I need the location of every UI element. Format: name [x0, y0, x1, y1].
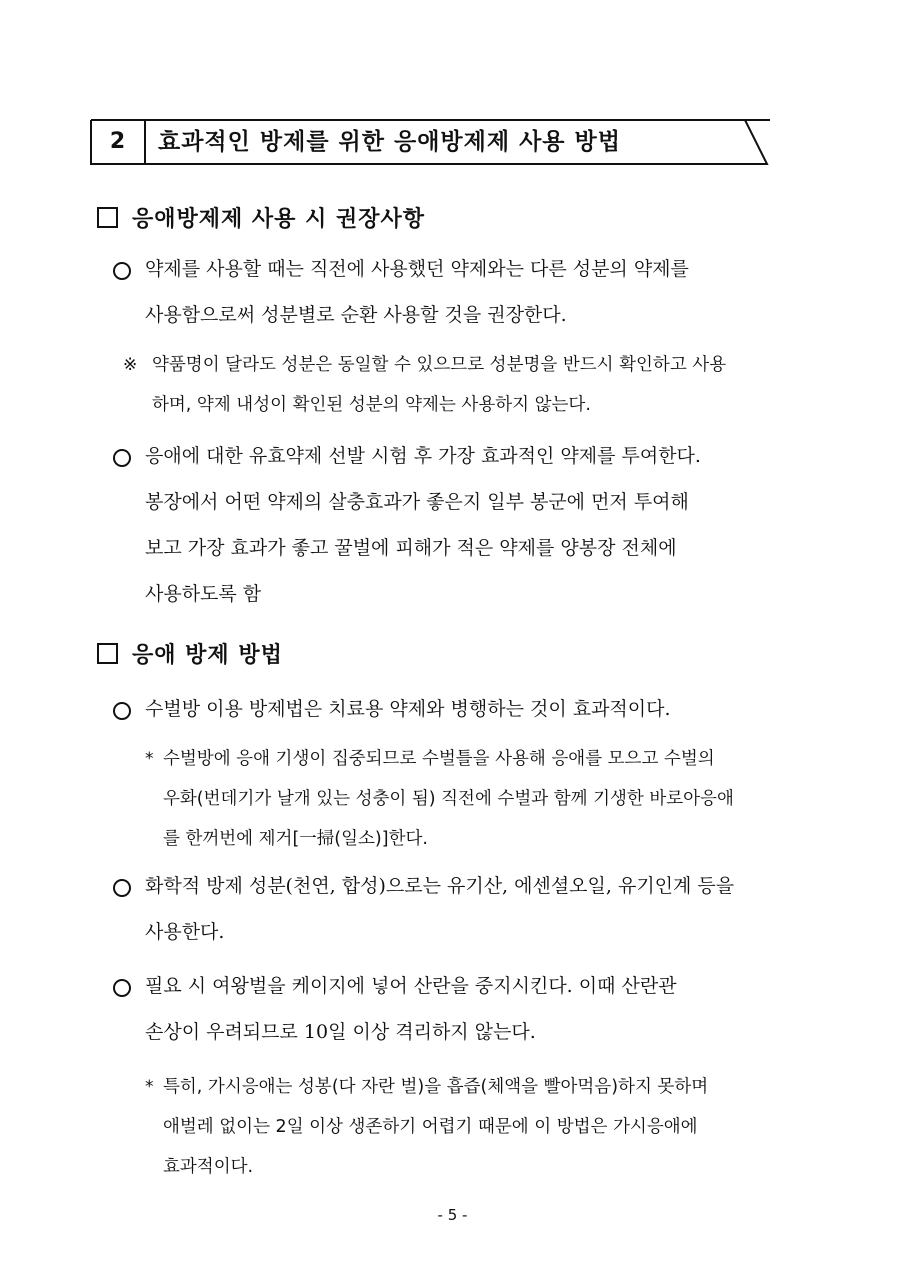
heading-text: 응애방제제 사용 시 권장사항	[132, 207, 426, 232]
paragraph-drone-comb	[145, 686, 671, 732]
heading-recommendations	[97, 202, 425, 233]
text-line: 수벌방 이용 방제법은 치료용 약제와 병행하는 것이 효과적이다.	[145, 698, 671, 720]
circle-bullet-icon	[113, 702, 131, 720]
circle-bullet-icon	[113, 262, 131, 280]
note-ingredient-check	[152, 345, 726, 425]
paragraph-effective-agent	[145, 433, 701, 617]
text-line: 수벌방에 응애 기생이 집중되므로 수벌틀을 사용해 응애를 모으고 수벌의	[163, 749, 715, 769]
text-line: 사용한다.	[145, 921, 225, 943]
reference-mark-icon: ※	[123, 355, 138, 375]
text-line: 보고 가장 효과가 좋고 꿀벌에 피해가 적은 약제를 양봉장 전체에	[145, 537, 677, 559]
page-number: - 5 -	[437, 1206, 468, 1224]
text-line: 를 한꺼번에 제거[一掃(일소)]한다.	[163, 829, 428, 849]
heading-control-methods	[97, 638, 283, 669]
text-line: 화학적 방제 성분(천연, 합성)으로는 유기산, 에센셜오일, 유기인계 등을	[145, 875, 735, 897]
section-title: 효과적인 방제를 위한 응애방제제 사용 방법	[158, 129, 621, 155]
circle-bullet-icon	[113, 879, 131, 897]
text-line: 사용하도록 함	[145, 583, 262, 605]
text-line: 애벌레 없이는 2일 이상 생존하기 어렵기 때문에 이 방법은 가시응애에	[163, 1117, 698, 1137]
paragraph-queen-cage	[145, 963, 677, 1055]
section-number: 2	[109, 129, 126, 154]
text-line: 약제를 사용할 때는 직전에 사용했던 약제와는 다른 성분의 약제를	[145, 258, 689, 280]
asterisk-mark-icon: *	[145, 749, 154, 769]
text-line: 우화(번데기가 날개 있는 성충이 됨) 직전에 수벌과 함께 기생한 바로아응애	[163, 789, 734, 809]
text-line: 사용함으로써 성분별로 순환 사용할 것을 권장한다.	[145, 304, 567, 326]
asterisk-mark-icon: *	[145, 1077, 154, 1097]
text-line: 특히, 가시응애는 성봉(다 자란 벌)을 흡즙(체액을 빨아먹음)하지 못하며	[163, 1077, 709, 1097]
checkbox-square-icon	[97, 207, 118, 228]
circle-bullet-icon	[113, 449, 131, 467]
section-header	[90, 119, 768, 165]
circle-bullet-icon	[113, 979, 131, 997]
text-line: 봉장에서 어떤 약제의 살충효과가 좋은지 일부 봉군에 먼저 투여해	[145, 491, 689, 513]
text-line: 손상이 우려되므로 10일 이상 격리하지 않는다.	[145, 1021, 536, 1043]
note-drone-comb-detail	[163, 739, 734, 859]
heading-text: 응애 방제 방법	[132, 643, 283, 668]
text-line: 효과적이다.	[163, 1157, 254, 1177]
text-line: 필요 시 여왕벌을 케이지에 넣어 산란을 중지시킨다. 이때 산란관	[145, 975, 677, 997]
text-line: 응애에 대한 유효약제 선발 시험 후 가장 효과적인 약제를 투여한다.	[145, 445, 701, 467]
paragraph-rotation-use	[145, 246, 689, 338]
text-line: 하며, 약제 내성이 확인된 성분의 약제는 사용하지 않는다.	[152, 395, 591, 415]
paragraph-chemical-control	[145, 863, 734, 955]
text-line: 약품명이 달라도 성분은 동일할 수 있으므로 성분명을 반드시 확인하고 사용	[152, 355, 727, 375]
note-tropilaelaps	[163, 1067, 708, 1187]
checkbox-square-icon	[97, 643, 118, 664]
